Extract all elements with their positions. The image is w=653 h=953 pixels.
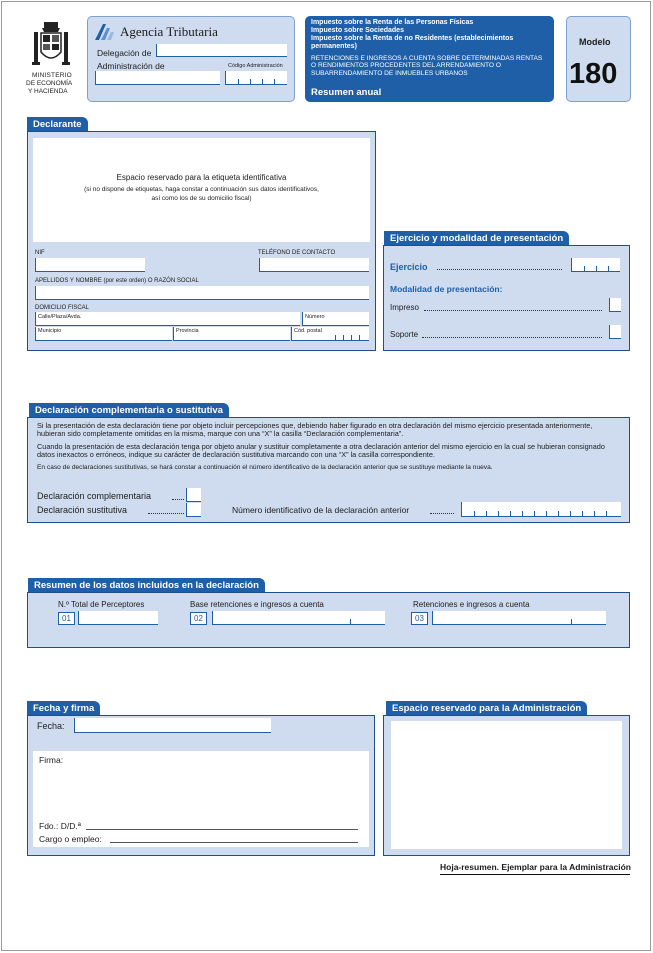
resumen-col2: Base retenciones e ingresos a cuenta <box>190 600 324 609</box>
complementaria-para2: Cuando la presentación de esta declaración tenga por objeto anular y sustituir completamente a otra declaración anterior del mismo ejercicio en la cual se hubieran consignado datos inexactos o erróneos, indique su carácter de declaración sustitutiva marcando con una “X” la casilla correspondiente. <box>37 442 605 460</box>
ministry-line2: DE ECONOMÍA <box>26 80 73 87</box>
cod-postal-ticks <box>327 334 369 341</box>
impreso-label: Impreso <box>390 303 419 312</box>
fecha-field[interactable] <box>74 718 271 733</box>
resumen-col3: Retenciones e ingresos a cuenta <box>413 600 530 609</box>
ejercicio-dots <box>437 269 562 270</box>
soporte-label: Soporte <box>390 330 419 339</box>
telefono-label: TELÉFONO DE CONTACTO <box>258 250 336 256</box>
tax-summary: Resumen anual <box>311 87 382 98</box>
footer-text: Hoja-resumen. Ejemplar para la Administración <box>440 862 631 872</box>
resumen-title: Resumen de los datos incluidos en la declaración <box>28 578 265 592</box>
apellidos-label: APELLIDOS Y NOMBRE (por este orden) O RAZÓN SOCIAL <box>35 278 199 284</box>
ejercicio-label: Ejercicio <box>390 262 428 272</box>
declarante-title: Declarante <box>27 117 88 131</box>
complementaria-label: Declaración complementaria <box>37 491 152 501</box>
numero-anterior-dots <box>430 513 454 514</box>
agency-logo-icon <box>93 22 115 42</box>
ejercicio-title: Ejercicio y modalidad de presentación <box>384 231 569 245</box>
complementaria-para3: En caso de declaraciones sustitutivas, se hará constar a continuación el número identificativo de la declaración anterior que se sustituye mediante la nueva. <box>37 464 493 471</box>
complementaria-title: Declaración complementaria o sustitutiva <box>29 403 229 417</box>
cod-postal-label: Cód. postal <box>294 328 322 334</box>
base-retenciones-decimal-tick <box>350 619 351 625</box>
administracion-label: Administración de <box>97 61 165 71</box>
numero-anterior-label: Número identificativo de la declaración anterior <box>232 505 410 515</box>
nif-field[interactable] <box>35 258 145 272</box>
modelo-number: 180 <box>569 58 618 90</box>
resumen-col1: N.º Total de Perceptores <box>58 600 145 609</box>
municipio-label: Municipio <box>38 328 62 334</box>
complementaria-checkbox[interactable] <box>186 488 201 502</box>
firma-box[interactable] <box>33 751 369 847</box>
resumen-box-03: 03 <box>411 612 428 625</box>
label-space-line3: así como los de su domicilio fiscal) <box>151 195 252 202</box>
soporte-dots <box>422 337 602 338</box>
admin-space-box <box>391 721 622 849</box>
numero-label: Número <box>305 314 325 320</box>
fdo-label: Fdo.: D/D.ª <box>39 821 81 831</box>
agency-name: Agencia Tributaria <box>120 24 218 39</box>
cargo-line[interactable] <box>110 842 358 843</box>
coat-of-arms-icon <box>30 20 72 70</box>
resumen-box-02: 02 <box>190 612 207 625</box>
footer-rule <box>440 874 630 875</box>
sustitutiva-checkbox[interactable] <box>186 503 201 517</box>
ministry-line1: MINISTERIO <box>32 72 72 79</box>
sustitutiva-label: Declaración sustitutiva <box>37 505 128 515</box>
numero-anterior-field[interactable] <box>461 502 621 517</box>
sustitutiva-dots <box>148 513 184 514</box>
impreso-dots <box>424 310 602 311</box>
admin-space-title: Espacio reservado para la Administración <box>386 701 587 715</box>
tax-description: RETENCIONES E INGRESOS A CUENTA SOBRE DETERMINADAS RENTAS O RENDIMIENTOS PROCEDENTES DEL ARRENDAMIENTO O SUBARRENDAMIENTO DE INMUEBLES URBANOS <box>311 55 543 77</box>
fecha-label: Fecha: <box>37 721 65 731</box>
ejercicio-field[interactable] <box>571 258 620 272</box>
ministry-line3: Y HACIENDA <box>28 88 68 95</box>
tax-line3: Impuesto sobre la Renta de no Residentes (establecimientos permanentes) <box>311 35 514 50</box>
administracion-field[interactable] <box>95 71 220 85</box>
calle-label: Calle/Plaza/Avda. <box>38 314 82 320</box>
provincia-label: Provincia <box>176 328 199 334</box>
base-retenciones-field[interactable] <box>212 611 385 625</box>
retenciones-decimal-tick <box>571 619 572 625</box>
label-space-line1: Espacio reservado para la etiqueta identificativa <box>116 173 287 182</box>
complementaria-para1: Si la presentación de esta declaración tiene por objeto incluir percepciones que, debiendo haber figurado en otra declaración del mismo ejercicio presentada anteriormente, hubieran sido completamente omitidas en la misma, marque con una “X” la casilla “Declaración complementaria”. <box>37 421 593 439</box>
retenciones-field[interactable] <box>432 611 606 625</box>
codigo-admin-field[interactable] <box>225 71 287 85</box>
resumen-box-01: 01 <box>58 612 75 625</box>
tax-line2: Impuesto sobre Sociedades <box>311 27 404 34</box>
modelo-label: Modelo <box>579 37 611 47</box>
delegacion-field[interactable] <box>156 44 287 57</box>
label-space-line2: (si no dispone de etiquetas, haga constar a continuación sus datos identificativos, <box>84 186 319 193</box>
cargo-label: Cargo o empleo: <box>39 834 102 844</box>
complementaria-dots <box>172 499 184 500</box>
telefono-field[interactable] <box>259 258 369 272</box>
firma-label: Firma: <box>39 755 64 765</box>
impreso-checkbox[interactable] <box>609 298 621 312</box>
delegacion-label: Delegación de <box>97 48 152 58</box>
domicilio-label: DOMICILIO FISCAL <box>35 305 90 311</box>
tax-line1: Impuesto sobre la Renta de las Personas Físicas <box>311 19 474 26</box>
soporte-checkbox[interactable] <box>609 325 621 339</box>
fdo-line[interactable] <box>86 829 358 830</box>
nif-label: NIF <box>35 250 45 256</box>
firma-title: Fecha y firma <box>27 701 100 715</box>
perceptores-field[interactable] <box>78 611 158 625</box>
apellidos-field[interactable] <box>35 286 369 300</box>
modalidad-label: Modalidad de presentación: <box>390 284 503 294</box>
codigo-admin-label: Código Administración <box>228 63 283 69</box>
